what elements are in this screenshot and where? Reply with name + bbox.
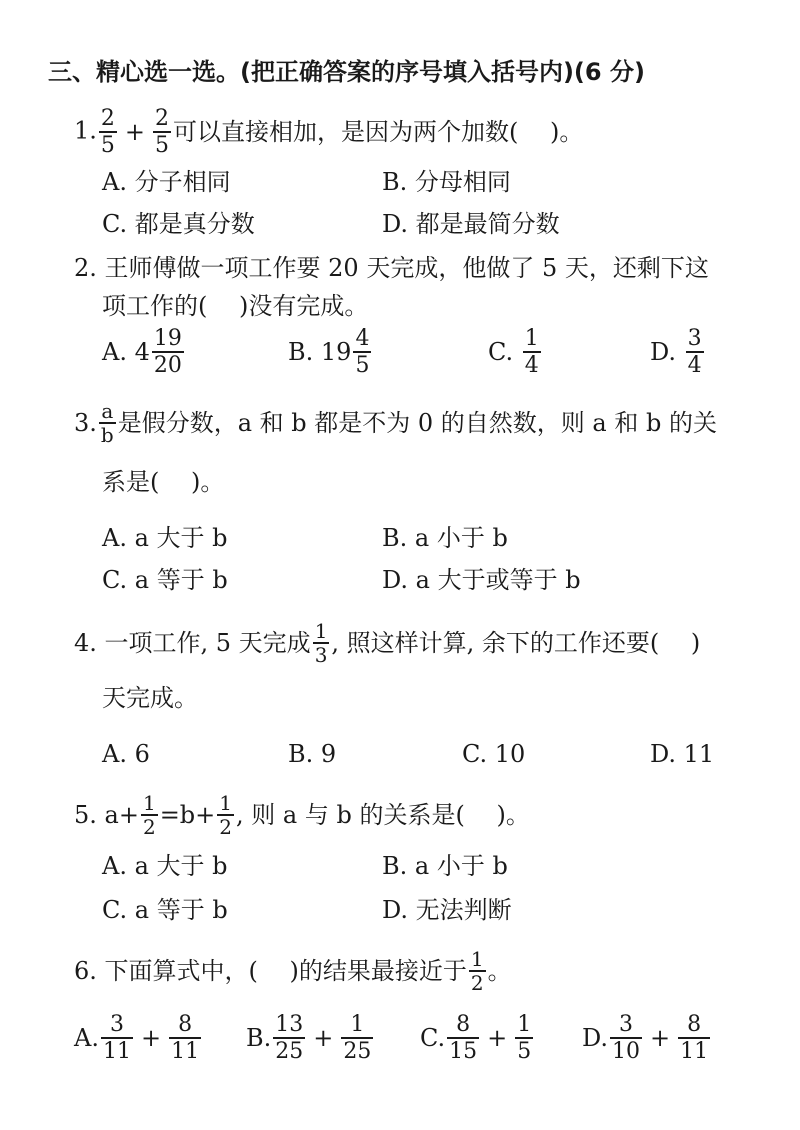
fraction: [99, 106, 117, 158]
numerator: 2: [155, 106, 170, 131]
question-number: 1.: [74, 116, 97, 145]
option-label: D.: [582, 1024, 609, 1052]
q4-option-d: D. 11: [650, 740, 715, 768]
numerator: 2: [100, 106, 115, 131]
q2-option-d: [650, 326, 706, 378]
option-label: D.: [650, 338, 684, 366]
q1-option-c: C. 都是真分数: [102, 210, 255, 238]
question-6: [74, 948, 512, 994]
fraction: [469, 948, 486, 994]
denominator: b: [100, 423, 114, 447]
question-number: 3.: [74, 409, 97, 437]
numerator: 1: [470, 947, 484, 971]
fraction: [217, 792, 234, 838]
fraction: [610, 1012, 642, 1064]
denominator: 15: [449, 1039, 478, 1064]
whole-number: 4: [134, 338, 150, 366]
fraction: [447, 1012, 479, 1064]
question-3-line-2: 系是( )。: [102, 468, 225, 496]
question-text: 可以直接相加，是因为两个加数( )。: [173, 118, 584, 146]
numerator: 1: [314, 619, 328, 643]
denominator: 11: [171, 1039, 200, 1064]
denominator: 11: [102, 1039, 131, 1064]
denominator: 5: [155, 133, 170, 158]
plus-sign: +: [487, 1024, 508, 1052]
numerator: 3: [109, 1012, 124, 1037]
question-1: [74, 106, 583, 158]
q5-option-c: C. a 等于 b: [102, 896, 228, 924]
q6-option-b: [246, 1012, 375, 1064]
q2-option-c: [488, 326, 543, 378]
question-2-line-2: 项工作的( )没有完成。: [102, 292, 369, 320]
option-label: C.: [420, 1024, 446, 1052]
q3-option-a: A. a 大于 b: [102, 524, 228, 552]
numerator: 1: [142, 791, 156, 815]
numerator: 1: [524, 326, 539, 351]
q6-option-c: [420, 1012, 535, 1064]
question-text: 6. 下面算式中，( )的结果最接近于: [74, 957, 467, 985]
plus-sign: +: [650, 1024, 671, 1052]
denominator: 4: [687, 353, 702, 378]
denominator: 11: [680, 1039, 709, 1064]
q2-option-a: [102, 326, 186, 378]
q5-option-d: D. 无法判断: [382, 896, 512, 924]
denominator: 25: [275, 1039, 304, 1064]
numerator: 19: [153, 326, 182, 351]
plus-sign: +: [140, 1024, 162, 1052]
denominator: 3: [314, 643, 328, 667]
q6-option-d: [582, 1012, 712, 1064]
question-2-line-1: 2. 王师傅做一项工作要 20 天完成，他做了 5 天，还剩下这: [74, 254, 709, 282]
fraction: [313, 620, 330, 666]
option-label: B.: [246, 1024, 272, 1052]
numerator: 13: [275, 1012, 304, 1037]
option-label: B.: [288, 338, 321, 366]
q5-option-b: B. a 小于 b: [382, 852, 508, 880]
q3-option-c: C. a 等于 b: [102, 566, 228, 594]
option-label: A.: [102, 338, 135, 366]
numerator: 1: [350, 1012, 365, 1037]
q5-option-a: A. a 大于 b: [102, 852, 228, 880]
question-text: , 照这样计算, 余下的工作还要( ): [331, 629, 701, 657]
question-text: 是假分数，a 和 b 都是不为 0 的自然数，则 a 和 b 的关: [117, 409, 717, 437]
numerator: 1: [517, 1012, 532, 1037]
fraction: [169, 1012, 201, 1064]
fraction: [101, 1012, 133, 1064]
q1-option-d: D. 都是最简分数: [382, 210, 560, 238]
q3-option-b: B. a 小于 b: [382, 524, 508, 552]
fraction: [686, 326, 704, 378]
q1-option-a: A. 分子相同: [102, 168, 231, 196]
question-3: [74, 400, 717, 446]
fraction: [273, 1012, 305, 1064]
fraction: [515, 1012, 533, 1064]
fraction: [678, 1012, 710, 1064]
section-heading: 三、精心选一选。(把正确答案的序号填入括号内)(6 分): [48, 58, 645, 86]
option-label: C.: [488, 338, 521, 366]
numerator: 8: [687, 1012, 702, 1037]
numerator: 8: [456, 1012, 471, 1037]
fraction: [523, 326, 541, 378]
q6-option-a: [74, 1012, 203, 1064]
question-text: =b+: [159, 801, 216, 829]
numerator: a: [101, 399, 114, 423]
numerator: 3: [687, 326, 702, 351]
plus-sign: +: [124, 118, 146, 146]
q4-option-a: A. 6: [102, 740, 150, 768]
denominator: 2: [142, 815, 156, 839]
denominator: 2: [470, 971, 484, 995]
q4-option-c: C. 10: [462, 740, 526, 768]
denominator: 5: [355, 353, 370, 378]
option-label: A.: [74, 1024, 99, 1052]
q2-option-b: [288, 326, 373, 378]
denominator: 4: [524, 353, 539, 378]
q4-option-b: B. 9: [288, 740, 337, 768]
numerator: 4: [355, 326, 370, 351]
q1-option-b: B. 分母相同: [382, 168, 511, 196]
question-4-line-2: 天完成。: [102, 684, 198, 712]
denominator: 25: [343, 1039, 372, 1064]
fraction: [341, 1012, 373, 1064]
question-4: [74, 620, 700, 666]
numerator: 1: [219, 791, 233, 815]
question-text: 。: [487, 957, 512, 985]
fraction: [153, 106, 171, 158]
numerator: 3: [619, 1012, 634, 1037]
plus-sign: +: [313, 1024, 334, 1052]
denominator: 5: [100, 133, 115, 158]
question-text: , 则 a 与 b 的关系是( )。: [236, 801, 530, 829]
numerator: 8: [178, 1012, 193, 1037]
fraction: [152, 326, 184, 378]
fraction: [99, 400, 116, 446]
fraction: [353, 326, 371, 378]
denominator: 10: [612, 1039, 641, 1064]
q3-option-d: D. a 大于或等于 b: [382, 566, 581, 594]
question-text: 4. 一项工作, 5 天完成: [74, 629, 311, 657]
denominator: 5: [517, 1039, 532, 1064]
denominator: 20: [153, 353, 182, 378]
fraction: [141, 792, 158, 838]
whole-number: 19: [320, 338, 352, 366]
question-5: [74, 792, 530, 838]
denominator: 2: [219, 815, 233, 839]
question-text: 5. a+: [74, 801, 139, 829]
